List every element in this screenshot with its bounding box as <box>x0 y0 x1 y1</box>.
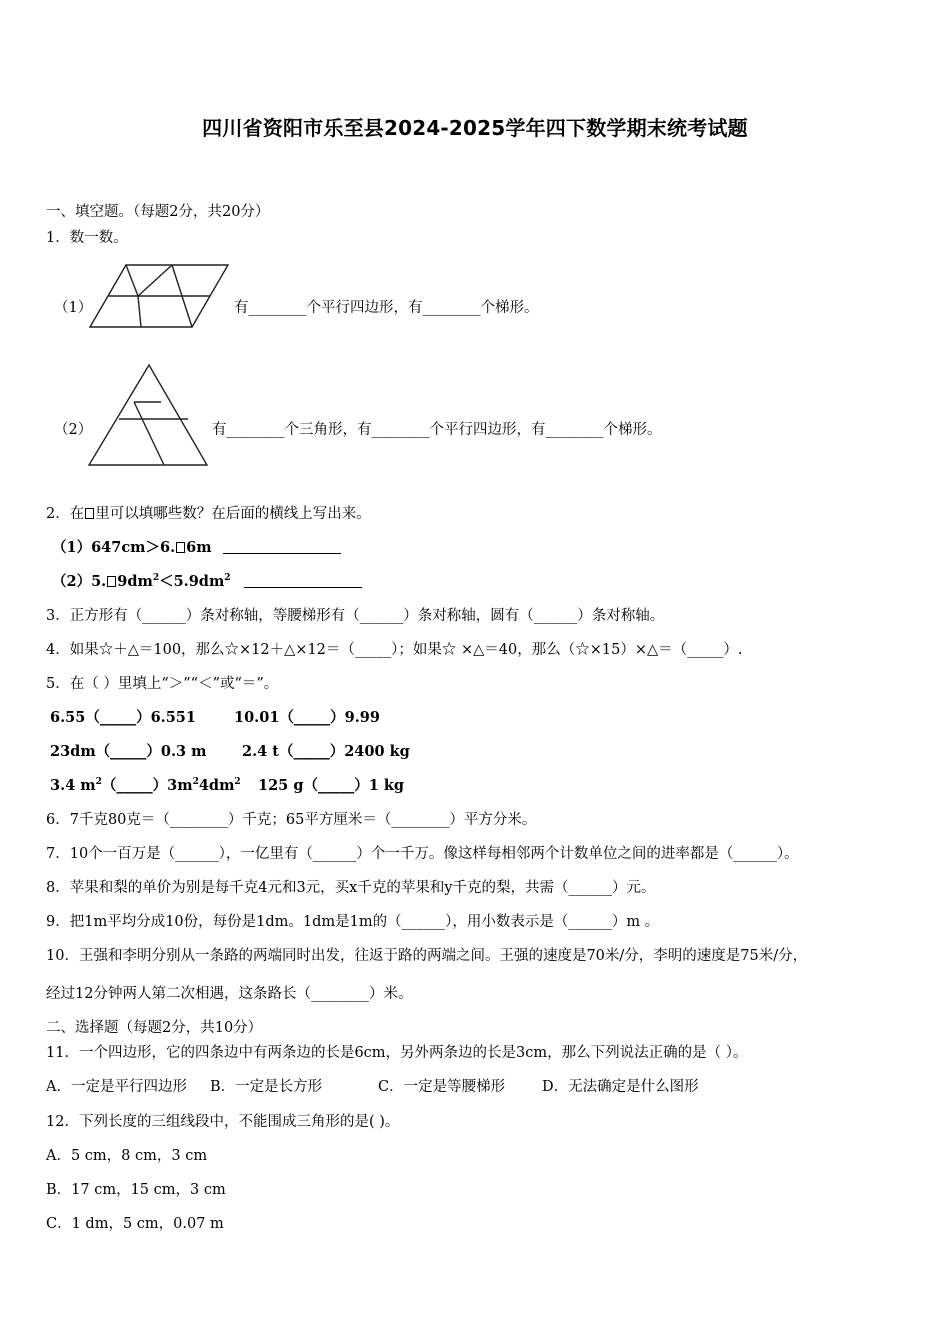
triangle-segment-1 <box>134 402 164 465</box>
q2-sub2-start: （2）5. <box>52 573 107 590</box>
q11-option-b: B．一定是长方形 <box>210 1079 323 1095</box>
q11-option-d: D．无法确定是什么图形 <box>542 1079 699 1095</box>
section1-header: 一、填空题。（每题2分，共20分） <box>46 204 270 220</box>
q5-row3-a-sup2: 2 <box>192 777 199 787</box>
parallelogram-segment-1 <box>126 265 138 296</box>
q2-text <box>46 504 371 524</box>
q1-part1-text: 有________个平行四边形，有________个梯形。 <box>234 300 539 316</box>
blank-box-icon <box>107 576 116 587</box>
blank-box-icon <box>85 508 94 519</box>
q5-row3-a-sup1: 2 <box>95 777 102 787</box>
q5-row2-a: 23dm（_____）0.3 m <box>50 743 207 760</box>
q2-sub1 <box>52 538 341 558</box>
q9-text: 9．把1m平均分成10份，每份是1dm。1dm是1m的（______），用小数表示是（______）m 。 <box>46 914 660 930</box>
q1-part2-label: （2） <box>54 422 93 438</box>
q5-row3-b: 125 g（_____）1 kg <box>258 777 405 794</box>
page-title: 四川省资阳市乐至县2024-2025学年四下数学期末统考试题 <box>202 116 748 140</box>
q5-row2-b: 2.4 t（_____）2400 kg <box>242 743 410 760</box>
q5-row1-a: 6.55（_____）6.551 <box>50 709 196 726</box>
triangle-figure <box>86 362 212 468</box>
q6-text: 6．7千克80克＝（________）千克；65平方厘米＝（________）平方分米。 <box>46 812 537 828</box>
q5-row3-a-part2: （_____）3m <box>101 777 193 794</box>
q12-option-b: B．17 cm，15 cm，3 cm <box>46 1182 226 1198</box>
q10-text-line2: 经过12分钟两人第二次相遇，这条路长（________）米。 <box>46 986 413 1002</box>
q5-row3-a <box>50 776 241 796</box>
parallelogram-figure <box>86 262 236 330</box>
q2-text-start: 2．在 <box>46 506 85 522</box>
q12-option-c: C．1 dm，5 cm，0.07 m <box>46 1216 224 1232</box>
q11-text: 11．一个四边形，它的四条边中有两条边的长是6cm，另外两条边的长是3cm，那么下列说法正确的是（ ）。 <box>46 1045 748 1061</box>
q7-text: 7．10个一百万是（______），一亿里有（______）个一千万。像这样每相邻两个计数单位之间的进率都是（______）。 <box>46 846 799 862</box>
q2-sub2-sup2: 2 <box>224 573 231 583</box>
q5-text: 5．在（ ）里填上“＞”“＜”或“＝”。 <box>46 676 279 692</box>
q5-row3-a-sup3: 2 <box>234 777 241 787</box>
q1-part1-label: （1） <box>54 300 93 316</box>
q2-sub2-mid: 9dm <box>117 573 153 590</box>
blank-box-icon <box>176 542 185 553</box>
q8-text: 8．苹果和梨的单价为别是每千克4元和3元，买x千克的苹果和y千克的梨，共需（______）元。 <box>46 880 656 896</box>
answer-line <box>244 587 362 588</box>
q5-row3-a-part1: 3.4 m <box>50 777 96 794</box>
q2-sub2-sup: 2 <box>152 573 160 583</box>
q2-sub2-end: ＜5.9dm <box>159 573 225 590</box>
section2-header: 二、选择题（每题2分，共10分） <box>46 1020 263 1036</box>
parallelogram-segment-3 <box>138 296 141 327</box>
q12-text: 12．下列长度的三组线段中，不能围成三角形的是( )。 <box>46 1114 400 1130</box>
triangle-outline <box>89 365 207 465</box>
q3-text: 3．正方形有（______）条对称轴，等腰梯形有（______）条对称轴，圆有（______）条对称轴。 <box>46 608 665 624</box>
q1-part2-text: 有________个三角形，有________个平行四边形，有________个梯形。 <box>212 422 662 438</box>
q1-text: 1．数一数。 <box>46 230 128 246</box>
q2-text-end: 里可以填哪些数？在后面的横线上写出来。 <box>95 506 371 522</box>
parallelogram-segment-2 <box>138 265 172 296</box>
q11-option-c: C．一定是等腰梯形 <box>378 1079 506 1095</box>
q10-text-line1: 10．王强和李明分别从一条路的两端同时出发，往返于路的两端之间。王强的速度是70米/分，李明的速度是75米/分， <box>46 948 808 964</box>
answer-line <box>223 553 341 554</box>
q5-row1-b: 10.01（_____）9.99 <box>234 709 380 726</box>
q11-option-a: A．一定是平行四边形 <box>46 1079 187 1095</box>
q5-row3-a-part3: 4dm <box>198 777 235 794</box>
q2-sub2 <box>52 572 362 592</box>
q2-sub1-start: （1）647cm＞6. <box>52 539 176 556</box>
q2-sub1-end: 6m <box>186 539 212 556</box>
q4-text: 4．如果☆＋△＝100，那么☆×12＋△×12＝（_____）；如果☆ ×△＝40，那么（☆×15）×△＝（_____）. <box>46 642 743 658</box>
q12-option-a: A．5 cm，8 cm，3 cm <box>46 1148 208 1164</box>
